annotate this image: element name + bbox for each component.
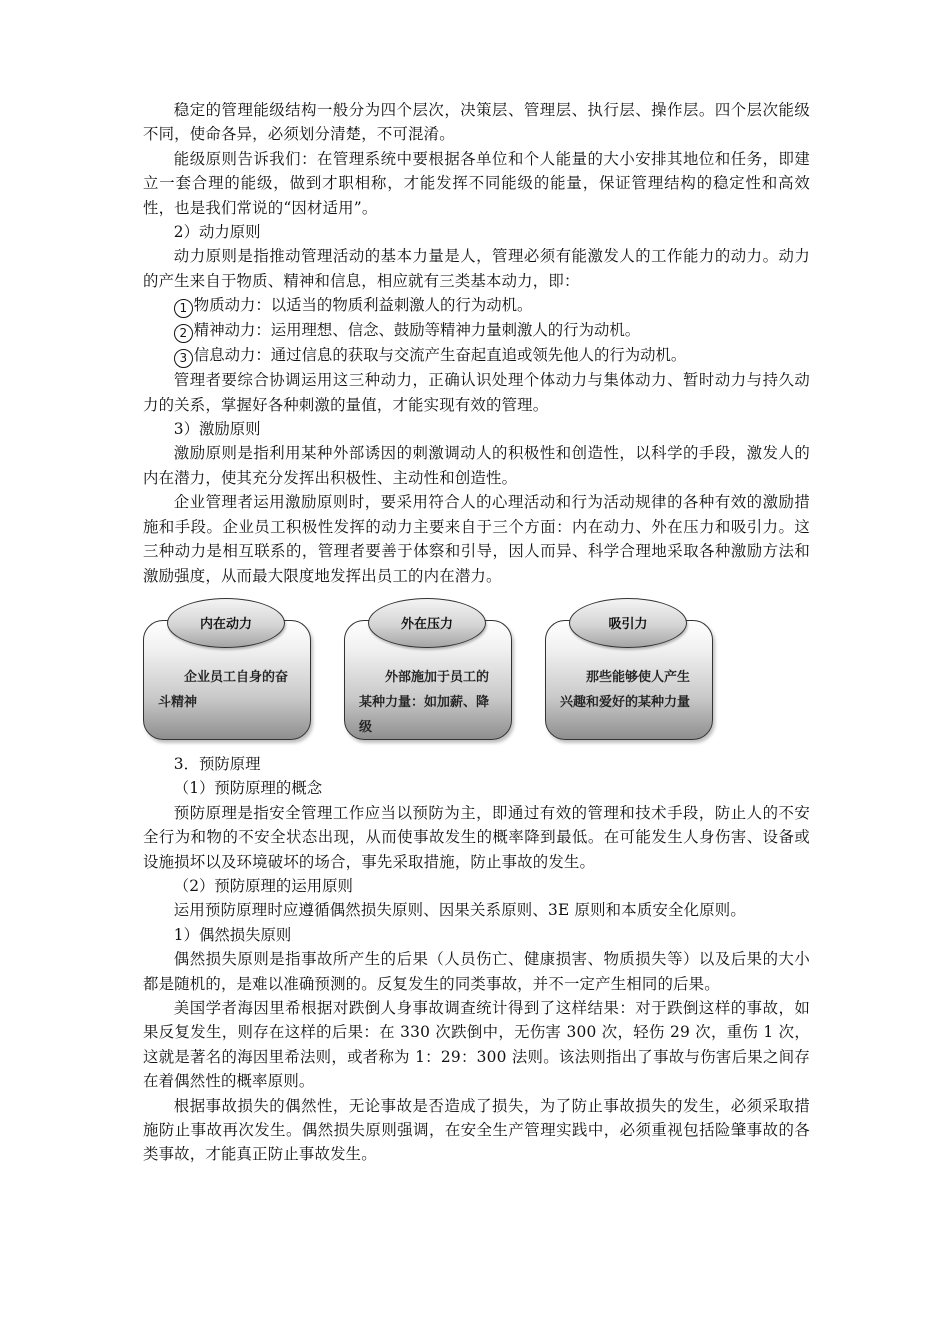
motivation-diagram xyxy=(143,598,810,748)
list-item xyxy=(143,293,810,318)
diagram-box-text: 企业员工自身的奋斗精神 xyxy=(158,669,289,710)
list-item-text: 精神动力：运用理想、信念、鼓励等精神力量刺激人的行为动机。 xyxy=(193,321,641,340)
circled-number: 3 xyxy=(174,349,193,368)
document-page xyxy=(143,98,810,1167)
paragraph: 企业管理者运用激励原则时，要采用符合人的心理活动和行为活动规律的各种有效的激励措施和手段。企业员工积极性发挥的动力主要来自于三个方面：内在动力、外在压力和吸引力。这三种动力是相互联系的，管理者要善于体察和引导，因人而异、科学合理地采取各种激励方法和激励强度，从而最大限度地发挥出员工的内在潜力。 xyxy=(143,493,810,585)
circled-number: 2 xyxy=(174,324,193,343)
diagram-box-text: 那些能够使人产生兴趣和爱好的某种力量 xyxy=(560,669,691,710)
circled-number: 1 xyxy=(174,299,193,318)
list-item-text: 信息动力：通过信息的获取与交流产生奋起直追或领先他人的行为动机。 xyxy=(193,346,687,365)
list-item xyxy=(143,343,810,368)
paragraph: 稳定的管理能级结构一般分为四个层次，决策层、管理层、执行层、操作层。四个层次能级不同，使命各异，必须划分清楚，不可混淆。 xyxy=(143,101,810,144)
list-item xyxy=(143,318,810,343)
section-heading: 1）偶然损失原则 xyxy=(173,925,292,944)
section-heading: 3．预防原理 xyxy=(173,754,261,773)
paragraph: 运用预防原理时应遵循偶然损失原则、因果关系原则、3E 原则和本质安全化原则。 xyxy=(173,901,746,920)
section-heading: 3）激励原则 xyxy=(173,420,261,439)
sub-heading: （1）预防原理的概念 xyxy=(173,779,323,798)
list-item-text: 物质动力：以适当的物质利益刺激人的行为动机。 xyxy=(193,296,533,315)
paragraph: 能级原则告诉我们：在管理系统中要根据各单位和个人能量的大小安排其地位和任务，即建立一套合理的能级，做到才职相称，才能发挥不同能级的能量，保证管理结构的稳定性和高效性，也是我们常说的“因材适用”。 xyxy=(143,149,810,217)
paragraph: 管理者要综合协调运用这三种动力，正确认识处理个体动力与集体动力、暂时动力与持久动力的关系，掌握好各种刺激的量值，才能实现有效的管理。 xyxy=(143,371,810,414)
diagram-oval-external: 外在压力 xyxy=(368,598,486,648)
diagram-box-text: 外部施加于员工的某种力量：如加薪、降级 xyxy=(359,669,490,735)
paragraph: 动力原则是指推动管理活动的基本力量是人，管理必须有能激发人的工作能力的动力。动力的产生来自于物质、精神和信息，相应就有三类基本动力，即： xyxy=(143,247,810,290)
diagram-oval-internal: 内在动力 xyxy=(167,598,285,648)
section-heading: 2）动力原则 xyxy=(173,223,261,242)
diagram-oval-attraction: 吸引力 xyxy=(569,598,687,648)
paragraph: 偶然损失原则是指事故所产生的后果（人员伤亡、健康损害、物质损失等）以及后果的大小都是随机的，是难以准确预测的。反复发生的同类事故，并不一定产生相同的后果。 xyxy=(143,950,810,993)
paragraph: 根据事故损失的偶然性，无论事故是否造成了损失，为了防止事故损失的发生，必须采取措施防止事故再次发生。偶然损失原则强调，在安全生产管理实践中，必须重视包括险肇事故的各类事故，才能真正防止事故发生。 xyxy=(143,1096,810,1164)
sub-heading: （2）预防原理的运用原则 xyxy=(173,876,353,895)
paragraph: 激励原则是指利用某种外部诱因的刺激调动人的积极性和创造性，以科学的手段，激发人的内在潜力，使其充分发挥出积极性、主动性和创造性。 xyxy=(143,444,810,487)
paragraph: 美国学者海因里希根据对跌倒人身事故调查统计得到了这样结果：对于跌倒这样的事故，如果反复发生，则存在这样的后果：在 330 次跌倒中，无伤害 300 次，轻伤 29 次，重伤 1 次，这就是著名的海因里希法则，或者称为 1：29：300 法则。该法则指出了事故与伤害后果之间存在着偶然性的概率原则。 xyxy=(143,998,810,1091)
paragraph: 预防原理是指安全管理工作应当以预防为主，即通过有效的管理和技术手段，防止人的不安全行为和物的不安全状态出现，从而使事故发生的概率降到最低。在可能发生人身伤害、设备或设施损坏以及环境破坏的场合，事先采取措施，防止事故的发生。 xyxy=(143,803,810,871)
